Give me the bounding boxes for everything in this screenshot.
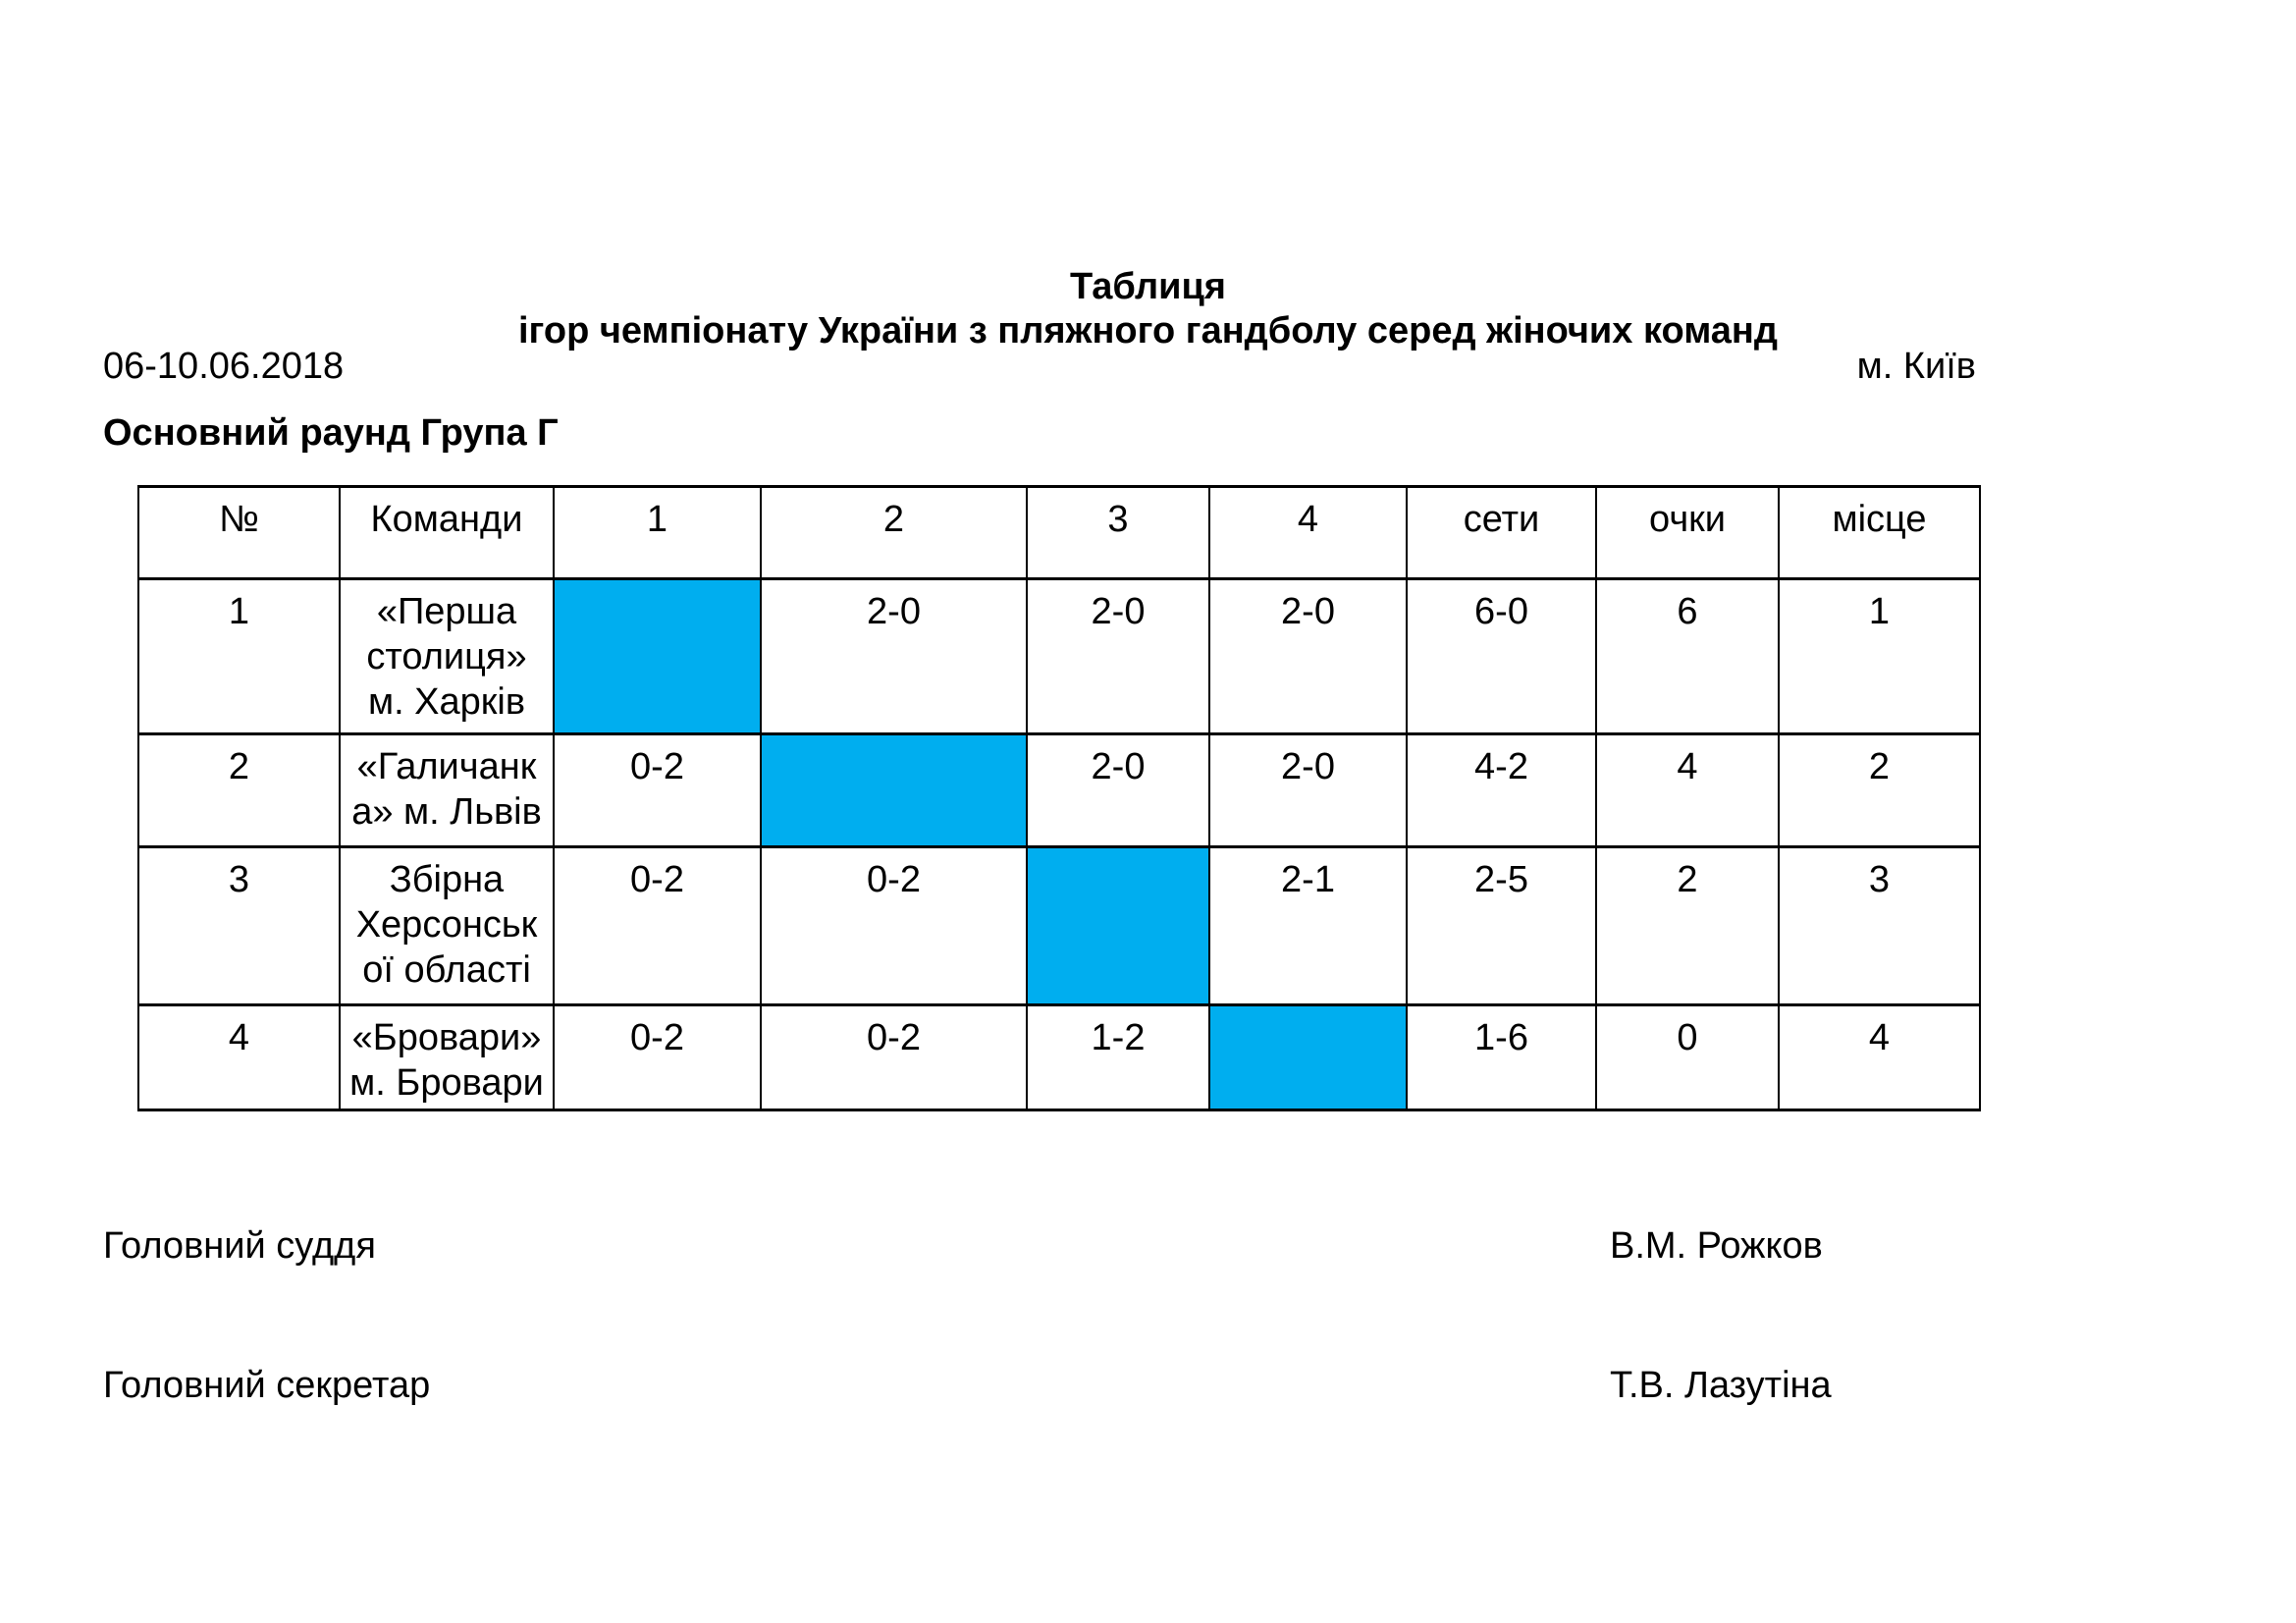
column-header-sets: сети xyxy=(1407,487,1596,579)
sets-cell: 6-0 xyxy=(1407,579,1596,734)
result-cell: 2-1 xyxy=(1209,847,1407,1005)
table-row xyxy=(138,1005,1980,1110)
result-cell: 1-2 xyxy=(1027,1005,1209,1110)
result-cell: 0-2 xyxy=(554,734,761,847)
result-cell: 0-2 xyxy=(761,847,1027,1005)
team-name-cell: «Бровари» м. Бровари xyxy=(340,1005,554,1110)
document-header xyxy=(0,265,2296,353)
place-cell: 3 xyxy=(1779,847,1980,1005)
points-cell: 4 xyxy=(1596,734,1779,847)
result-cell: 2-0 xyxy=(1027,734,1209,847)
row-number-cell: 4 xyxy=(138,1005,340,1110)
team-name-cell: «Перша столиця» м. Харків xyxy=(340,579,554,734)
result-cell: 2-0 xyxy=(1209,734,1407,847)
place-cell: 1 xyxy=(1779,579,1980,734)
team-name-cell: Збірна Херсонської області xyxy=(340,847,554,1005)
points-cell: 2 xyxy=(1596,847,1779,1005)
column-header-place: місце xyxy=(1779,487,1980,579)
result-cell: 0-2 xyxy=(554,847,761,1005)
row-number-cell: 2 xyxy=(138,734,340,847)
secretary-label: Головний секретар xyxy=(103,1365,431,1406)
self-match-cell xyxy=(761,734,1027,847)
column-header-points: очки xyxy=(1596,487,1779,579)
header-row xyxy=(138,487,1980,579)
table-row xyxy=(138,579,1980,734)
row-number-cell: 3 xyxy=(138,847,340,1005)
points-cell: 6 xyxy=(1596,579,1779,734)
column-header-3: 3 xyxy=(1027,487,1209,579)
page-title: Таблиця xyxy=(1070,266,1226,307)
column-header-2: 2 xyxy=(761,487,1027,579)
location: м. Київ xyxy=(1856,346,1976,387)
sets-cell: 1-6 xyxy=(1407,1005,1596,1110)
judge-label: Головний суддя xyxy=(103,1225,376,1267)
section-heading: Основний раунд Група Г xyxy=(103,412,559,454)
self-match-cell xyxy=(1209,1005,1407,1110)
secretary-name: Т.В. Лазутіна xyxy=(1610,1365,1832,1406)
column-header-4: 4 xyxy=(1209,487,1407,579)
meta-row xyxy=(103,346,1976,387)
column-header-1: 1 xyxy=(554,487,761,579)
result-cell: 2-0 xyxy=(761,579,1027,734)
column-header-teams: Команди xyxy=(340,487,554,579)
judge-name: В.М. Рожков xyxy=(1610,1225,1823,1267)
table-row xyxy=(138,847,1980,1005)
date-range: 06-10.06.2018 xyxy=(103,346,345,387)
standings-table xyxy=(137,485,1981,1111)
row-number-cell: 1 xyxy=(138,579,340,734)
document-subtitle: ігор чемпіонату України з пляжного гандболу серед жіночих команд xyxy=(517,310,1779,352)
place-cell: 2 xyxy=(1779,734,1980,847)
result-cell: 2-0 xyxy=(1209,579,1407,734)
self-match-cell xyxy=(554,579,761,734)
team-name-cell: «Галичанка» м. Львів xyxy=(340,734,554,847)
sets-cell: 2-5 xyxy=(1407,847,1596,1005)
result-cell: 0-2 xyxy=(554,1005,761,1110)
points-cell: 0 xyxy=(1596,1005,1779,1110)
self-match-cell xyxy=(1027,847,1209,1005)
result-cell: 2-0 xyxy=(1027,579,1209,734)
column-header-num: № xyxy=(138,487,340,579)
place-cell: 4 xyxy=(1779,1005,1980,1110)
sets-cell: 4-2 xyxy=(1407,734,1596,847)
table-row xyxy=(138,734,1980,847)
result-cell: 0-2 xyxy=(761,1005,1027,1110)
